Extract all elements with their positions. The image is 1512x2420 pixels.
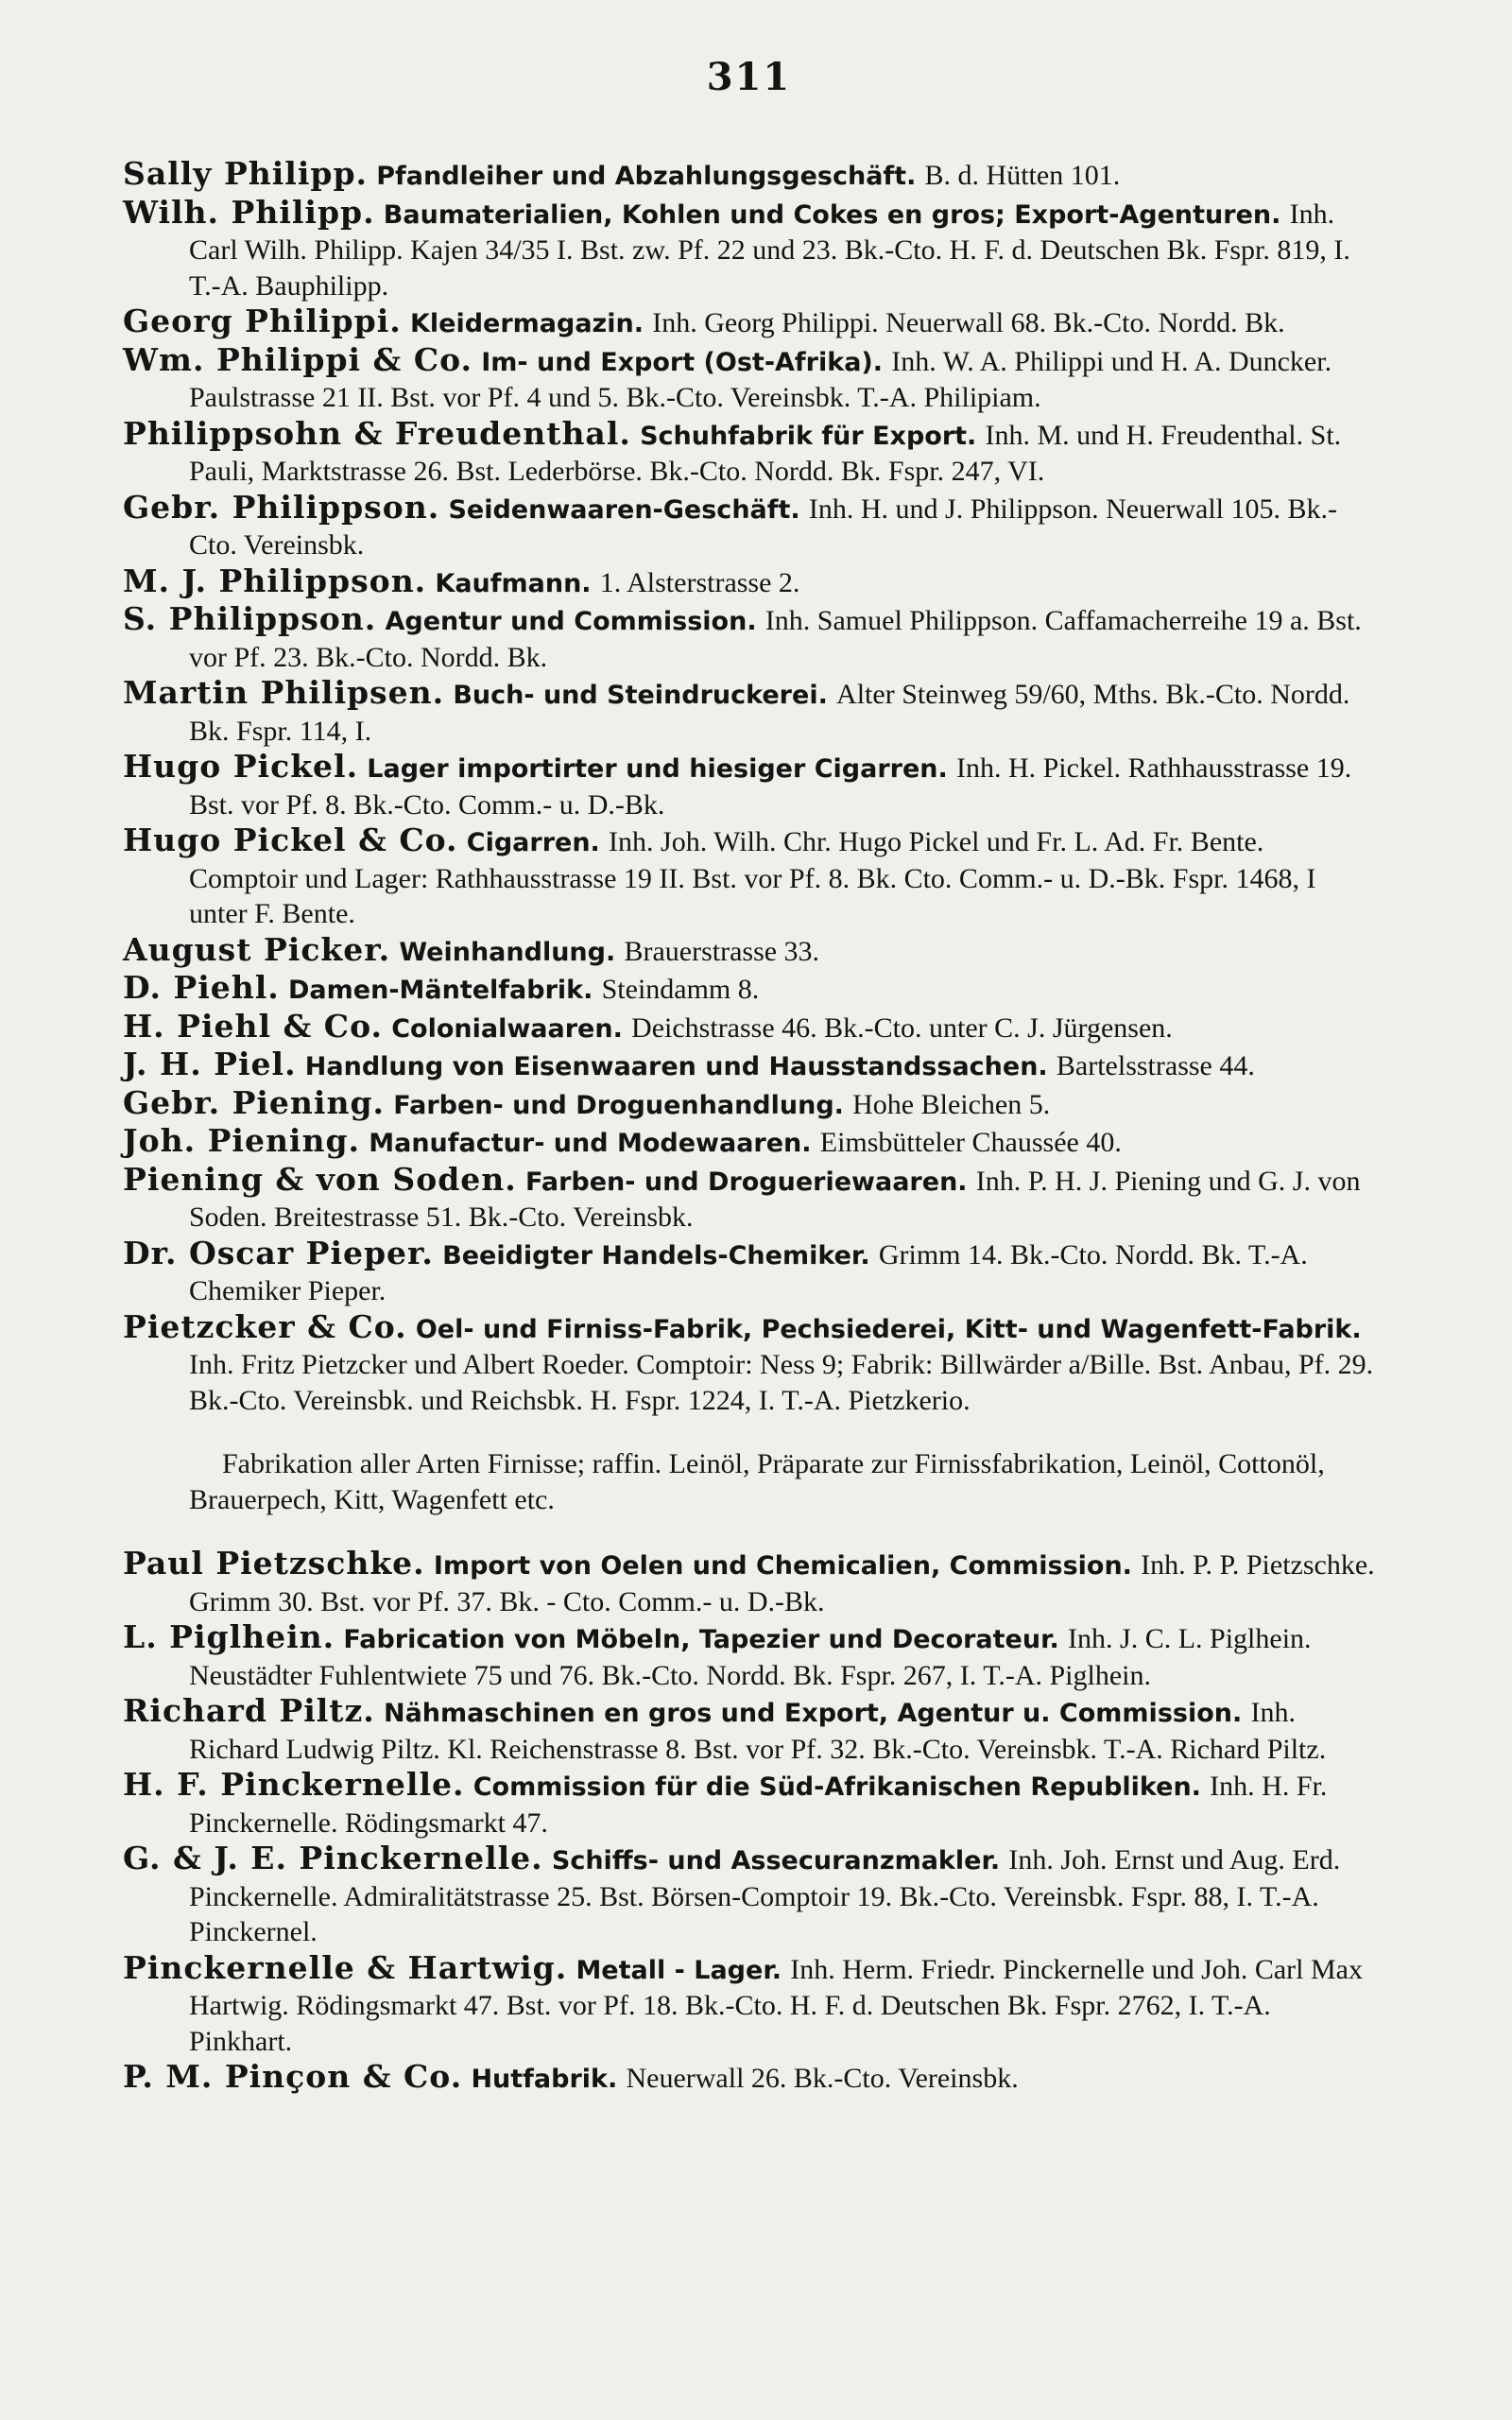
entry-business: Farben- und Droguenhandlung. [393, 1090, 844, 1120]
entry-list [123, 156, 1375, 2098]
entry-name: J. H. Piel. [123, 1046, 297, 1082]
directory-entry [123, 1767, 1375, 1841]
entry-details: Brauerstrasse 33. [624, 935, 820, 967]
entry-details: Inh. H. und J. Philippson. Neuerwall 105. Bk.-Cto. Vereinsbk. [189, 493, 1338, 561]
entry-name: P. M. Pinçon & Co. [123, 2058, 463, 2095]
entry-business: Fabrication von Möbeln, Tapezier und Decorateur. [343, 1625, 1059, 1654]
entry-business: Kleidermagazin. [409, 309, 644, 338]
entry-name: Sally Philipp. [123, 155, 369, 192]
entry-name: Georg Philippi. [123, 302, 402, 339]
entry-details: B. d. Hütten 101. [924, 160, 1121, 191]
entry-name: Martin Philipsen. [123, 674, 445, 711]
directory-entry [123, 932, 1375, 971]
entry-name: S. Philippson. [123, 600, 377, 637]
directory-entry [123, 1309, 1375, 1419]
entry-business: Nähmaschinen en gros und Export, Agentur u. Commission. [383, 1699, 1243, 1728]
entry-business: Metall - Lager. [576, 1955, 782, 1985]
entry-business: Oel- und Firniss-Fabrik, Pechsiederei, Kitt- und Wagenfett-Fabrik. [415, 1314, 1362, 1344]
directory-entry [123, 601, 1375, 675]
entry-name: H. Piehl & Co. [123, 1007, 383, 1045]
entry-details: Inh. H. Pickel. Rathhausstrasse 19. Bst. vor Pf. 8. Bk.-Cto. Comm.- u. D.-Bk. [189, 752, 1352, 821]
entry-business: Damen-Mäntelfabrik. [288, 976, 593, 1005]
directory-entry [123, 1950, 1375, 2060]
directory-entry [123, 749, 1375, 822]
entry-name: H. F. Pinckernelle. [123, 1766, 465, 1803]
entry-name: Pietzcker & Co. [123, 1307, 407, 1345]
directory-entry [123, 416, 1375, 490]
entry-name: Dr. Oscar Pieper. [123, 1234, 434, 1271]
entry-business: Colonialwaaren. [391, 1013, 623, 1044]
entry-details: Inh. P. P. Pietzschke. Grimm 30. Bst. vor Pf. 37. Bk. - Cto. Comm.- u. D.-Bk. [189, 1549, 1375, 1617]
entry-business: Handlung von Eisenwaaren und Hausstandssachen. [304, 1052, 1048, 1081]
entry-details: Inh. H. Fr. Pinckernelle. Rödingsmarkt 47. [189, 1771, 1328, 1839]
directory-entry [123, 1009, 1375, 1047]
entry-details: 1. Alsterstrasse 2. [599, 566, 800, 598]
entry-business: Agentur und Commission. [385, 607, 757, 636]
entry-business: Import von Oelen und Chemicalien, Commission. [433, 1551, 1132, 1581]
entry-business: Seidenwaaren-Geschäft. [448, 494, 800, 525]
entry-business: Lager importirter und hiesiger Cigarren. [367, 754, 948, 784]
entry-details: Inh. Carl Wilh. Philipp. Kajen 34/35 I. Bst. zw. Pf. 22 und 23. Bk.-Cto. H. F. d. Deutschen Bk. Fspr. 819, I. T.-A. Bauphilipp. [189, 198, 1350, 302]
directory-entry [123, 1619, 1375, 1693]
entry-business: Schuhfabrik für Export. [640, 421, 977, 451]
entry-details: Hohe Bleichen 5. [852, 1088, 1051, 1120]
directory-entry [123, 303, 1375, 342]
entry-name: Wilh. Philipp. [123, 193, 375, 231]
entry-subline: Fabrikation aller Arten Firnisse; raffin. Leinöl, Präparate zur Firnissfabrikation, Leinöl, Cottonöl, Brauerpech, Kitt, Wagenfett etc. [189, 1448, 1325, 1515]
directory-entry [123, 970, 1375, 1009]
entry-business: Im- und Export (Ost-Afrika). [481, 347, 884, 377]
entry-details: Inh. Samuel Philippson. Caffamacherreihe 19 a. Bst. vor Pf. 23. Bk.-Cto. Nordd. Bk. [189, 605, 1362, 673]
entry-name: Gebr. Piening. [123, 1083, 386, 1121]
entry-name: Piening & von Soden. [123, 1160, 517, 1198]
directory-entry [123, 563, 1375, 602]
directory-entry [123, 1162, 1375, 1236]
entry-details: Grimm 14. Bk.-Cto. Nordd. Bk. T.-A. Chemiker Pieper. [189, 1238, 1308, 1306]
entry-details: Inh. Joh. Ernst und Aug. Erd. Pinckernelle. Admiralitätstrasse 25. Bst. Börsen-Comptoir 19. Bk.-Cto. Vereinsbk. Fspr. 88, I. T.-A. Pinckernel. [189, 1844, 1341, 1947]
entry-details: Inh. Joh. Wilh. Chr. Hugo Pickel und Fr. L. Ad. Fr. Bente. Comptoir und Lager: Rathhausstrasse 19 II. Bst. vor Pf. 8. Bk. Cto. Comm.- u. D.-Bk. Fspr. 1468, I unter F. Bente. [189, 826, 1316, 929]
directory-entry [123, 1693, 1375, 1767]
entry-details: Eimsbütteler Chaussée 40. [819, 1127, 1122, 1158]
entry-name: Pinckernelle & Hartwig. [123, 1948, 568, 1986]
directory-entry [123, 1123, 1375, 1162]
entry-details: Inh. P. H. J. Piening und G. J. von Soden. Breitestrasse 51. Bk.-Cto. Vereinsbk. [189, 1165, 1361, 1233]
directory-entry [123, 675, 1375, 749]
entry-details: Inh. J. C. L. Piglhein. Neustädter Fuhlentwiete 75 und 76. Bk.-Cto. Nordd. Bk. Fspr. 267, I. T.-A. Piglhein. [189, 1623, 1312, 1691]
page-number: 311 [706, 55, 792, 99]
entry-business: Commission für die Süd-Afrikanischen Republiken. [472, 1772, 1201, 1802]
entry-business: Beeidigter Handels-Chemiker. [442, 1240, 870, 1270]
entry-name: M. J. Philippson. [123, 562, 427, 599]
entry-details: Steindamm 8. [601, 974, 760, 1005]
entry-name: August Picker. [123, 930, 391, 968]
entry-details: Inh. Fritz Pietzcker und Albert Roeder. Comptoir: Ness 9; Fabrik: Billwärder a/Bille. Bst. Anbau, Pf. 29. Bk.-Cto. Vereinsbk. und Reichsbk. H. Fspr. 1224, I. T.-A. Pietzkerio. [189, 1349, 1374, 1416]
entry-business: Cigarren. [466, 828, 600, 857]
directory-entry [123, 490, 1375, 563]
entry-details: Bartelsstrasse 44. [1056, 1050, 1255, 1081]
entry-business: Weinhandlung. [399, 937, 616, 967]
entry-business: Pfandleiher und Abzahlungsgeschäft. [376, 162, 917, 191]
directory-entry [123, 1085, 1375, 1124]
entry-business: Manufactur- und Modewaaren. [369, 1129, 812, 1158]
entry-name: Gebr. Philippson. [123, 488, 440, 526]
directory-entry [123, 1046, 1375, 1085]
entry-name: Philippsohn & Freudenthal. [123, 414, 631, 452]
entry-details: Inh. M. und H. Freudenthal. St. Pauli, Marktstrasse 26. Bst. Lederbörse. Bk.-Cto. Nordd. Bk. Fspr. 247, VI. [189, 419, 1342, 487]
entry-name: Wm. Philippi & Co. [123, 340, 473, 378]
entry-name: G. & J. E. Pinckernelle. [123, 1840, 543, 1876]
entry-details: Inh. Georg Philippi. Neuerwall 68. Bk.-Cto. Nordd. Bk. [652, 307, 1285, 338]
entry-details: Neuerwall 26. Bk.-Cto. Vereinsbk. [626, 2063, 1019, 2094]
entry-business: Kaufmann. [435, 568, 592, 598]
directory-entry [123, 822, 1375, 932]
entry-details: Inh. Herm. Friedr. Pinckernelle und Joh. Carl Max Hartwig. Rödingsmarkt 47. Bst. vor Pf. 18. Bk.-Cto. H. F. d. Deutschen Bk. Fspr. 2762, I. T.-A. Pinkhart. [189, 1953, 1363, 2057]
directory-entry [123, 195, 1375, 304]
directory-entry [123, 1236, 1375, 1309]
directory-entry [123, 1546, 1375, 1619]
entry-name: Hugo Pickel. [123, 748, 359, 785]
directory-entry [123, 342, 1375, 416]
directory-entry [123, 156, 1375, 195]
entry-name: Joh. Piening. [123, 1122, 361, 1159]
entry-details: Alter Steinweg 59/60, Mths. Bk.-Cto. Nordd. Bk. Fspr. 114, I. [189, 679, 1350, 747]
entry-name: L. Piglhein. [123, 1618, 335, 1655]
entry-details: Inh. W. A. Philippi und H. A. Duncker. Paulstrasse 21 II. Bst. vor Pf. 4 und 5. Bk.-Cto. Vereinsbk. T.-A. Philipiam. [189, 345, 1332, 413]
directory-entry [123, 1841, 1375, 1950]
entry-name: D. Piehl. [123, 969, 280, 1006]
entry-name: Hugo Pickel & Co. [123, 821, 458, 858]
entry-business: Hutfabrik. [471, 2065, 618, 2094]
entry-business: Farben- und Drogueriewaaren. [525, 1167, 968, 1197]
entry-business: Buch- und Steindruckerei. [453, 681, 828, 710]
entry-details: Inh. Richard Ludwig Piltz. Kl. Reichenstrasse 8. Bst. vor Pf. 32. Bk.-Cto. Vereinsbk. T.-A. Richard Piltz. [189, 1697, 1327, 1765]
entry-business: Baumaterialien, Kohlen und Cokes en gros; Export-Agenturen. [383, 199, 1281, 230]
entry-business: Schiffs- und Assecuranzmakler. [551, 1846, 1001, 1876]
entry-details: Deichstrasse 46. Bk.-Cto. unter C. J. Jürgensen. [631, 1011, 1173, 1044]
entry-name: Richard Piltz. [123, 1692, 375, 1729]
directory-entry [123, 2059, 1375, 2098]
entry-name: Paul Pietzschke. [123, 1545, 425, 1582]
